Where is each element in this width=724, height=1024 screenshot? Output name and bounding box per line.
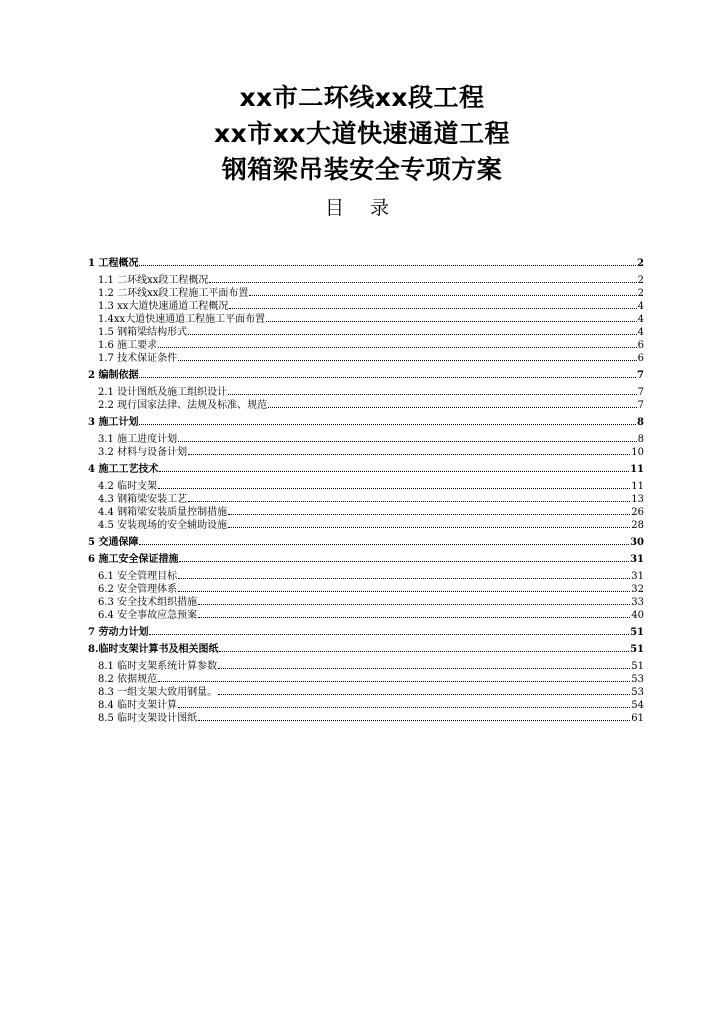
toc-entry-page: 6 <box>637 340 644 351</box>
toc-entry-page: 6 <box>637 353 644 364</box>
toc-subsection-entry[interactable] <box>88 492 644 505</box>
toc-subsection-entry[interactable] <box>88 398 644 411</box>
toc-entry-page: 7 <box>637 400 644 411</box>
toc-subsection-entry[interactable] <box>88 432 644 445</box>
dot-leader <box>266 312 636 322</box>
toc-entry-title: 1.6 施工要求 <box>98 340 158 351</box>
toc-section-entry[interactable] <box>88 256 644 269</box>
toc-entry-title: 1 工程概况 <box>88 258 139 269</box>
toc-entry-title: 8.3 一组支架大致用钢量。 <box>98 687 218 698</box>
toc-entry-title: 4.2 临时支架 <box>98 481 158 492</box>
toc-subsection-entry[interactable] <box>88 273 644 286</box>
toc-entry-page: 54 <box>631 700 644 711</box>
dot-leader <box>198 711 630 721</box>
dot-leader <box>218 659 630 669</box>
toc-entry-title: 1.1 二环线xx段工程概况 <box>98 275 209 286</box>
toc-entry-page: 11 <box>631 481 644 492</box>
dot-leader <box>178 351 637 361</box>
toc-entry-page: 31 <box>630 554 644 565</box>
toc-subsection-entry[interactable] <box>88 479 644 492</box>
toc-section-entry[interactable] <box>88 368 644 381</box>
dot-leader <box>139 415 636 425</box>
toc-entry-title: 6.4 安全事故应急预案 <box>98 610 198 621</box>
dot-leader <box>178 432 637 442</box>
dot-leader <box>188 492 630 502</box>
dot-leader <box>219 642 629 652</box>
toc-entry-title: 3 施工计划 <box>88 417 139 428</box>
toc-subsection-entry[interactable] <box>88 608 644 621</box>
dot-leader <box>188 325 637 335</box>
dot-leader <box>158 338 637 348</box>
toc-subsection-entry[interactable] <box>88 518 644 531</box>
dot-leader <box>198 595 630 605</box>
toc-entry-title: 8.2 依据规范 <box>98 674 158 685</box>
toc-section-entry[interactable] <box>88 415 644 428</box>
toc-section-entry[interactable] <box>88 625 644 638</box>
toc-entry-title: 4.4 钢箱梁安装质量控制措施 <box>98 507 228 518</box>
dot-leader <box>218 685 630 695</box>
toc-section-entry[interactable] <box>88 462 644 475</box>
dot-leader <box>158 479 630 489</box>
dot-leader <box>209 273 636 283</box>
toc-entry-title: 8.5 临时支架设计图纸 <box>98 713 198 724</box>
toc-subsection-entry[interactable] <box>88 595 644 608</box>
toc-subsection-entry[interactable] <box>88 505 644 518</box>
toc-entry-title: 1.3 xx大道快速通道工程概况 <box>98 301 229 312</box>
dot-leader <box>228 505 630 515</box>
toc-entry-page: 8 <box>637 434 644 445</box>
toc-subsection-entry[interactable] <box>88 286 644 299</box>
dot-leader <box>159 462 629 472</box>
dot-leader <box>188 445 630 455</box>
toc-entry-title: 8.临时支架计算书及相关图纸 <box>88 644 219 655</box>
toc-entry-page: 7 <box>637 387 644 398</box>
toc-entry-title: 8.4 临时支架计算 <box>98 700 178 711</box>
toc-entry-page: 51 <box>631 661 644 672</box>
dot-leader <box>249 286 636 296</box>
toc-entry-page: 2 <box>637 275 644 286</box>
toc-subsection-entry[interactable] <box>88 325 644 338</box>
toc-entry-page: 30 <box>630 537 644 548</box>
toc-entry-page: 33 <box>631 597 644 608</box>
toc-entry-title: 6.2 安全管理体系 <box>98 584 178 595</box>
toc-heading: 目 录 <box>324 197 400 219</box>
toc-entry-page: 53 <box>631 687 644 698</box>
toc-entry-title: 6.1 安全管理目标 <box>98 571 178 582</box>
dot-leader <box>139 256 636 266</box>
toc-entry-title: 1.7 技术保证条件 <box>98 353 178 364</box>
dot-leader <box>228 385 637 395</box>
toc-subsection-entry[interactable] <box>88 338 644 351</box>
title-line-1: xx市二环线xx段工程 <box>239 83 485 112</box>
toc-subsection-entry[interactable] <box>88 445 644 458</box>
toc-entry-title: 3.2 材料与设备计划 <box>98 447 188 458</box>
toc-section-entry[interactable] <box>88 642 644 655</box>
toc-entry-page: 4 <box>637 301 644 312</box>
toc-entry-page: 11 <box>630 464 644 475</box>
toc-entry-title: 6 施工安全保证措施 <box>88 554 179 565</box>
toc-entry-title: 2.1 设计图纸及施工组织设计 <box>98 387 228 398</box>
toc-entry-page: 28 <box>631 520 644 531</box>
toc-entry-page: 2 <box>637 258 644 269</box>
toc-subsection-entry[interactable] <box>88 685 644 698</box>
toc-subsection-entry[interactable] <box>88 582 644 595</box>
toc-entry-page: 2 <box>637 288 644 299</box>
toc-entry-page: 51 <box>630 644 644 655</box>
dot-leader <box>178 698 630 708</box>
toc-subsection-entry[interactable] <box>88 659 644 672</box>
toc-entry-title: 1.5 钢箱梁结构形式 <box>98 327 188 338</box>
dot-leader <box>139 368 636 378</box>
toc-entry-title: 7 劳动力计划 <box>88 627 149 638</box>
toc-entry-title: 4.3 钢箱梁安装工艺 <box>98 494 188 505</box>
toc-entry-title: 6.3 安全技术组织措施 <box>98 597 198 608</box>
document-title-block <box>0 80 724 222</box>
toc-subsection-entry[interactable] <box>88 299 644 312</box>
toc-entry-page: 51 <box>630 627 644 638</box>
dot-leader <box>179 552 629 562</box>
toc-subsection-entry[interactable] <box>88 569 644 582</box>
toc-section-entry[interactable] <box>88 552 644 565</box>
toc-section-entry[interactable] <box>88 535 644 548</box>
title-line-3: 钢箱梁吊装安全专项方案 <box>221 155 503 184</box>
toc-entry-page: 61 <box>631 713 644 724</box>
toc-entry-page: 26 <box>631 507 644 518</box>
table-of-contents <box>88 256 644 724</box>
toc-subsection-entry[interactable] <box>88 672 644 685</box>
toc-entry-title: 1.2 二环线xx段工程施工平面布置 <box>98 288 249 299</box>
toc-entry-page: 32 <box>631 584 644 595</box>
dot-leader <box>229 299 636 309</box>
toc-entry-page: 4 <box>637 314 644 325</box>
toc-entry-page: 31 <box>631 571 644 582</box>
title-line-2: xx市xx大道快速通道工程 <box>213 119 510 148</box>
toc-subsection-entry[interactable] <box>88 385 644 398</box>
dot-leader <box>178 582 630 592</box>
dot-leader <box>158 672 630 682</box>
toc-entry-page: 4 <box>637 327 644 338</box>
dot-leader <box>198 608 630 618</box>
dot-leader <box>268 398 637 408</box>
toc-entry-title: 2 编制依据 <box>88 370 139 381</box>
dot-leader <box>149 625 629 635</box>
toc-entry-title: 1.4xx大道快速通道工程施工平面布置 <box>98 314 266 325</box>
toc-entry-title: 3.1 施工进度计划 <box>98 434 178 445</box>
dot-leader <box>139 535 629 545</box>
toc-entry-page: 53 <box>631 674 644 685</box>
toc-subsection-entry[interactable] <box>88 312 644 325</box>
dot-leader <box>228 518 630 528</box>
toc-entry-page: 40 <box>631 610 644 621</box>
toc-entry-title: 5 交通保障 <box>88 537 139 548</box>
toc-entry-title: 4.5 安装现场的安全辅助设施 <box>98 520 228 531</box>
toc-entry-title: 4 施工工艺技术 <box>88 464 159 475</box>
toc-subsection-entry[interactable] <box>88 698 644 711</box>
dot-leader <box>178 569 630 579</box>
toc-subsection-entry[interactable] <box>88 711 644 724</box>
toc-entry-page: 8 <box>637 417 644 428</box>
toc-entry-title: 2.2 现行国家法律、法规及标准、规范 <box>98 400 268 411</box>
toc-entry-page: 7 <box>637 370 644 381</box>
toc-entry-title: 8.1 临时支架系统计算参数 <box>98 661 218 672</box>
toc-subsection-entry[interactable] <box>88 351 644 364</box>
toc-entry-page: 13 <box>631 494 644 505</box>
toc-entry-page: 10 <box>631 447 644 458</box>
